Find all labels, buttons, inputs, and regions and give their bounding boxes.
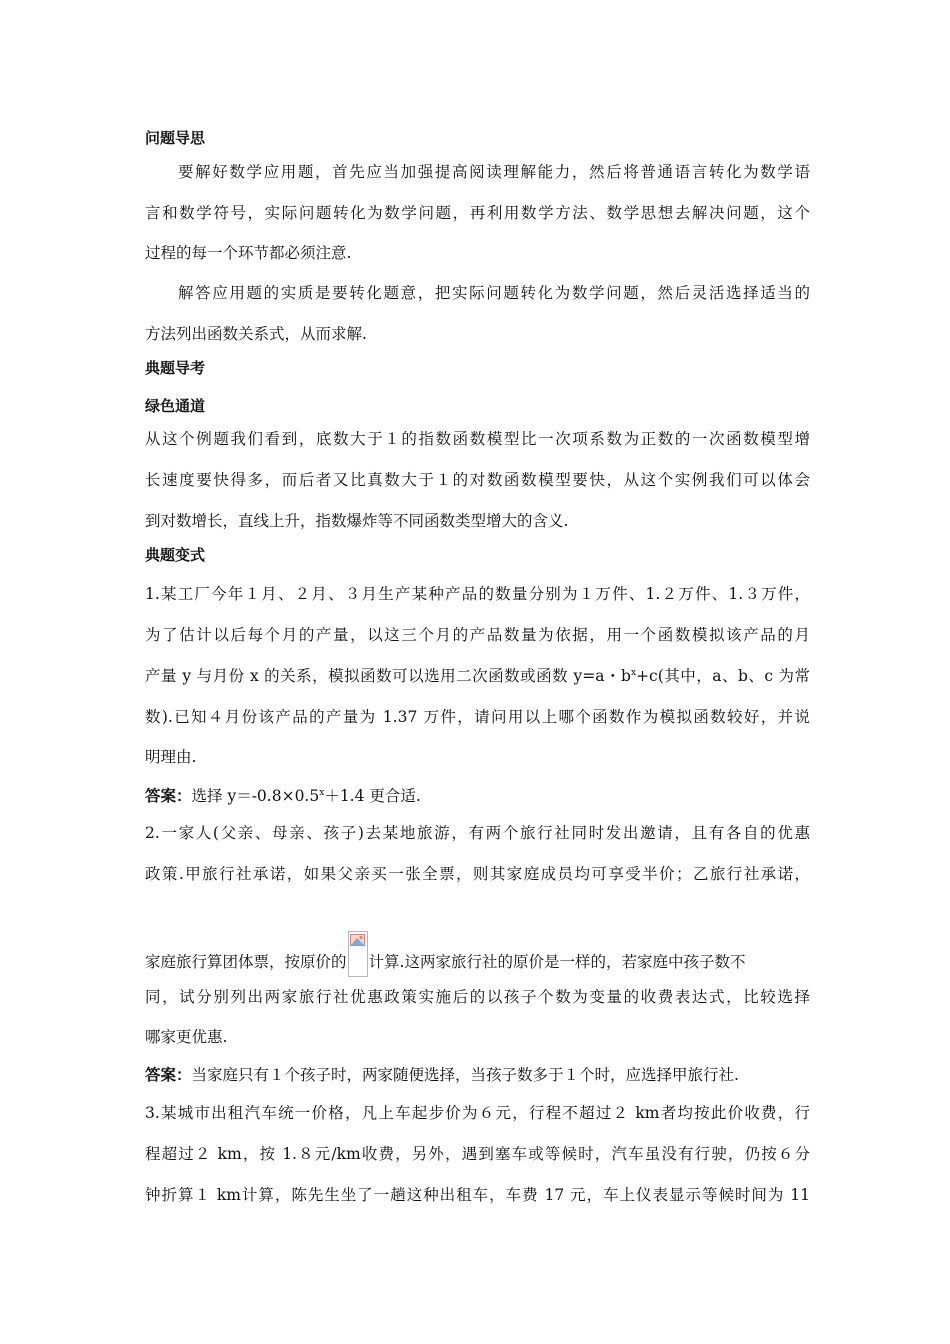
section-heading-wenti-daosi: 问题导思 — [145, 129, 206, 147]
question-2-line: 同，试分别列出两家旅行社优惠政策实施后的以孩子个数为变量的收费表达式，比较选择 — [145, 988, 810, 1006]
section-heading-lvse-tongdao: 绿色通道 — [145, 397, 206, 415]
paragraph-line: 解答应用题的实质是要转化题意，把实际问题转化为数学问题，然后灵活选择适当的 — [178, 284, 810, 302]
question-2-line: 哪家更优惠. — [145, 1028, 228, 1046]
paragraph-line: 到对数增长，直线上升，指数爆炸等不同函数类型增大的含义. — [145, 512, 569, 530]
question-2-line — [145, 931, 810, 977]
question-1-line: 为了估计以后每个月的产量，以这三个月的产品数量为依据，用一个函数模拟该产品的月 — [145, 626, 810, 644]
text-run: 产量 y 与月份 x 的关系，模拟函数可以选用二次函数或函数 y=a・b — [145, 667, 631, 685]
answer-label: 答案： — [145, 1066, 192, 1084]
paragraph-line: 要解好数学应用题，首先应当加强提高阅读理解能力，然后将普通语言转化为数学语 — [178, 163, 810, 181]
answer-text: 当家庭只有１个孩子时，两家随便选择，当孩子数多于１个时，应选择甲旅行社. — [191, 1066, 739, 1084]
question-2-line: 政策.甲旅行社承诺，如果父亲买一张全票，则其家庭成员均可享受半价；乙旅行社承诺， — [145, 865, 810, 883]
paragraph-line: 长速度要快得多，而后者又比真数大于１的对数函数模型要快，从这个实例我们可以体会 — [145, 471, 810, 489]
paragraph-line: 方法列出函数关系式，从而求解. — [145, 325, 367, 343]
question-3-line: 程超过２ km，按 1.８元/km收费，另外，遇到塞车或等候时，汽车虽没有行驶，仍按６分 — [145, 1145, 810, 1163]
question-1-line: 数).已知４月份该产品的产量为 1.37 万件，请问用以上哪个函数作为模拟函数较好，并说 — [145, 708, 810, 726]
answer-label: 答案： — [145, 787, 192, 805]
text-run: +c(其中，a、b、c 为常 — [636, 667, 810, 685]
question-1-line: 明理由. — [145, 748, 197, 766]
question-1-line: 1.某工厂今年１月、２月、３月生产某种产品的数量分别为１万件、1.２万件、1.３万件， — [145, 585, 810, 603]
section-heading-dianti-daokao: 典题导考 — [145, 359, 206, 377]
question-2-line: 2.一家人(父亲、母亲、孩子)去某地旅游，有两个旅行社同时发出邀请，且有各自的优惠 — [145, 824, 810, 842]
paragraph-line: 从这个例题我们看到，底数大于１的指数函数模型比一次项系数为正数的一次函数模型增 — [145, 430, 810, 448]
answer-1 — [145, 786, 810, 806]
answer-text: ＋1.4 更合适. — [324, 787, 421, 805]
superscript-x: x — [630, 668, 637, 678]
question-3-line: 3.某城市出租汽车统一价格，凡上车起步价为６元，行程不超过２ km者均按此价收费，行 — [145, 1104, 810, 1122]
answer-text: 选择 y＝-0.8×0.5 — [191, 787, 320, 805]
question-1-line — [145, 666, 810, 686]
image-placeholder-icon — [350, 934, 365, 946]
paragraph-line: 言和数学符号，实际问题转化为数学问题，再利用数学方法、数学思想去解决问题，这个 — [145, 204, 810, 222]
answer-2 — [145, 1065, 810, 1085]
text-run: 家庭旅行算团体票，按原价的 — [145, 953, 347, 971]
broken-image-icon — [348, 931, 368, 977]
question-3-line: 钟折算１ km计算，陈先生坐了一趟这种出租车，车费 17 元，车上仪表显示等候时间为 11 — [145, 1186, 810, 1204]
paragraph-line: 过程的每一个环节都必须注意. — [145, 244, 352, 262]
section-heading-dianti-bianshi: 典题变式 — [145, 546, 206, 564]
superscript-x: x — [319, 788, 325, 798]
text-run: 计算.这两家旅行社的原价是一样的，若家庭中孩子数不 — [368, 953, 746, 971]
